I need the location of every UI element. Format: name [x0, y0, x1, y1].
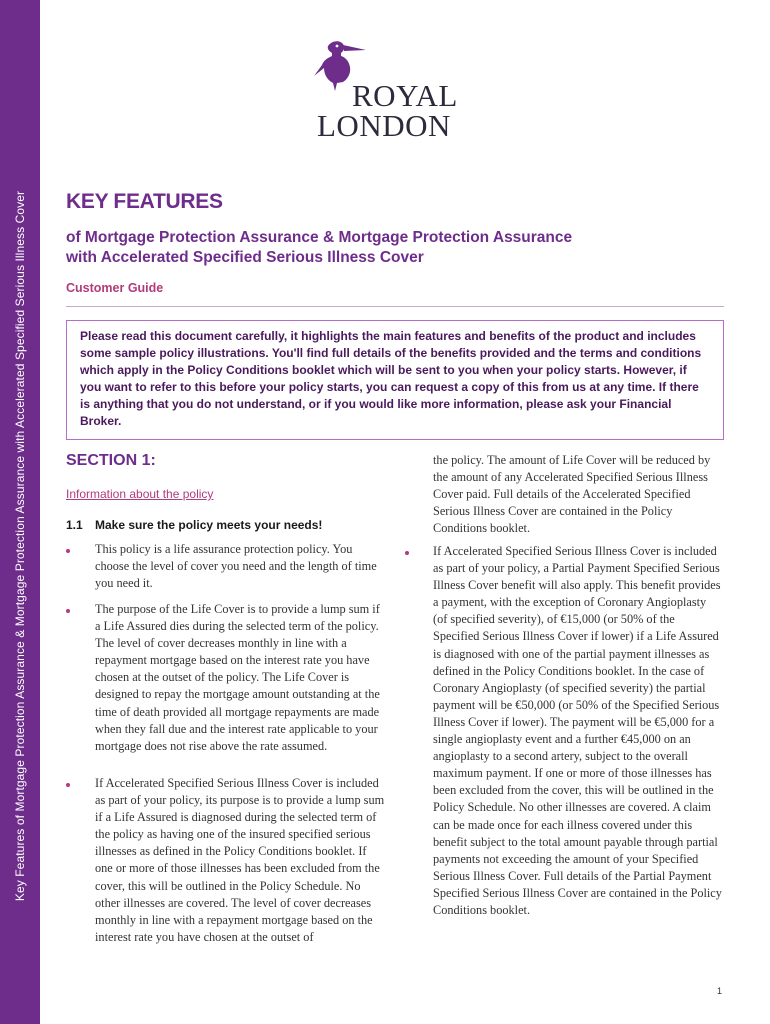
page-title: KEY FEATURES [66, 190, 223, 213]
side-banner [0, 0, 40, 1024]
logo-london-text: LONDON [317, 108, 451, 143]
bullet-icon [66, 549, 70, 553]
left-bullet-1: This policy is a life assurance protection policy. You choose the level of cover you need and the length of time you need it. [95, 542, 377, 591]
notice-box [66, 320, 724, 440]
left-bullet-2: The purpose of the Life Cover is to provide a lump sum if a Life Assured dies during the selected term of the policy. The level of cover decreases monthly in line with a repayment mortgage based on the interest rate you have chosen at the outset of the policy. The Life Cover is designed to repay the mortgage amount outstanding at the time of death provided all mortgage repayments are made when they fall due and the interest rate applicable to your mortgage does not rise above the rate assumed. [95, 602, 380, 753]
subsection-title: Make sure the policy meets your needs! [95, 518, 323, 532]
customer-guide-label: Customer Guide [66, 281, 164, 295]
side-banner-text: Key Features of Mortgage Protection Assurance & Mortgage Protection Assurance with Accelerated Specified Serious Illness Cover [13, 190, 27, 902]
page-number: 1 [717, 986, 723, 996]
bullet-icon [66, 609, 70, 613]
logo-royal-text: ROYAL [352, 78, 458, 113]
page-subtitle [66, 228, 706, 268]
info-heading: Information about the policy [66, 487, 214, 501]
bullet-icon [66, 783, 70, 787]
subsection-number: 1.1 [66, 518, 83, 532]
bullet-icon [405, 551, 409, 555]
notice-text: Please read this document carefully, it highlights the main features and benefits of the product and includes some sample policy illustrations. You'll find full details of the benefits provided and the terms and conditions which apply in the Policy Conditions booklet which will be sent to you when your policy starts. However, if you want to refer to this before your policy starts, you can request a copy of this from us at any time. If there is anything that you do not understand, or if you would like more information, please ask your Financial Broker. [80, 329, 702, 429]
left-bullet-3: If Accelerated Specified Serious Illness Cover is included as part of your policy, its purpose is to provide a lump sum if a Life Assured is diagnosed during the selected term of the policy as having one of the insured specified serious illnesses as defined in the Policy Conditions booklet. If one or more of those illnesses has been excluded from the cover, this will be outlined in the Policy Schedule. No other illnesses are covered. The level of cover decreases monthly in line with a repayment mortgage based on the interest rate you have chosen at the outset of [95, 776, 385, 944]
subtitle-line-2: with Accelerated Specified Serious Illness Cover [66, 249, 424, 266]
divider [66, 306, 724, 307]
royal-london-logo [310, 36, 480, 144]
section-title: SECTION 1: [66, 452, 156, 469]
subtitle-line-1: of Mortgage Protection Assurance & Mortgage Protection Assurance [66, 229, 573, 246]
right-bullet: If Accelerated Specified Serious Illness Cover is included as part of your policy, a Partial Payment Specified Serious Illness Cover benefit will also apply. This benefit provides a payment, with the exception of Coronary Angioplasty (of specified severity), of €15,000 (or 50% of the Specified Serious Illness Cover if lower) if a Life Assured is diagnosed with one of the partial payment illnesses as defined in the Policy Conditions booklet. In the case of Coronary Angioplasty (of specified severity) the partial payment will be €50,000 (or 50% of the Specified Serious Illness Cover if lower). The payment will be €5,000 for a single angioplasty event and a further €45,000 on an angioplasty to a second artery, subject to the overall maximum payment. If one or more of those illnesses has been excluded from the cover, this will be outlined in the Policy Schedule. No other illnesses are covered. A claim can be made once for each illness covered under this benefit subject to the total amount payable through partial payments not exceeding the amount of your Specified Serious Illness Cover. Full details of the Partial Payment Specified Serious Illness Cover are contained in the Policy Conditions booklet. [433, 544, 722, 917]
right-continuation: the policy. The amount of Life Cover will be reduced by the amount of any Accelerated Specified Serious Illness Cover paid. Full details of the Accelerated Specified Serious Illness Cover are contained in the Policy Conditions booklet. [433, 453, 711, 536]
